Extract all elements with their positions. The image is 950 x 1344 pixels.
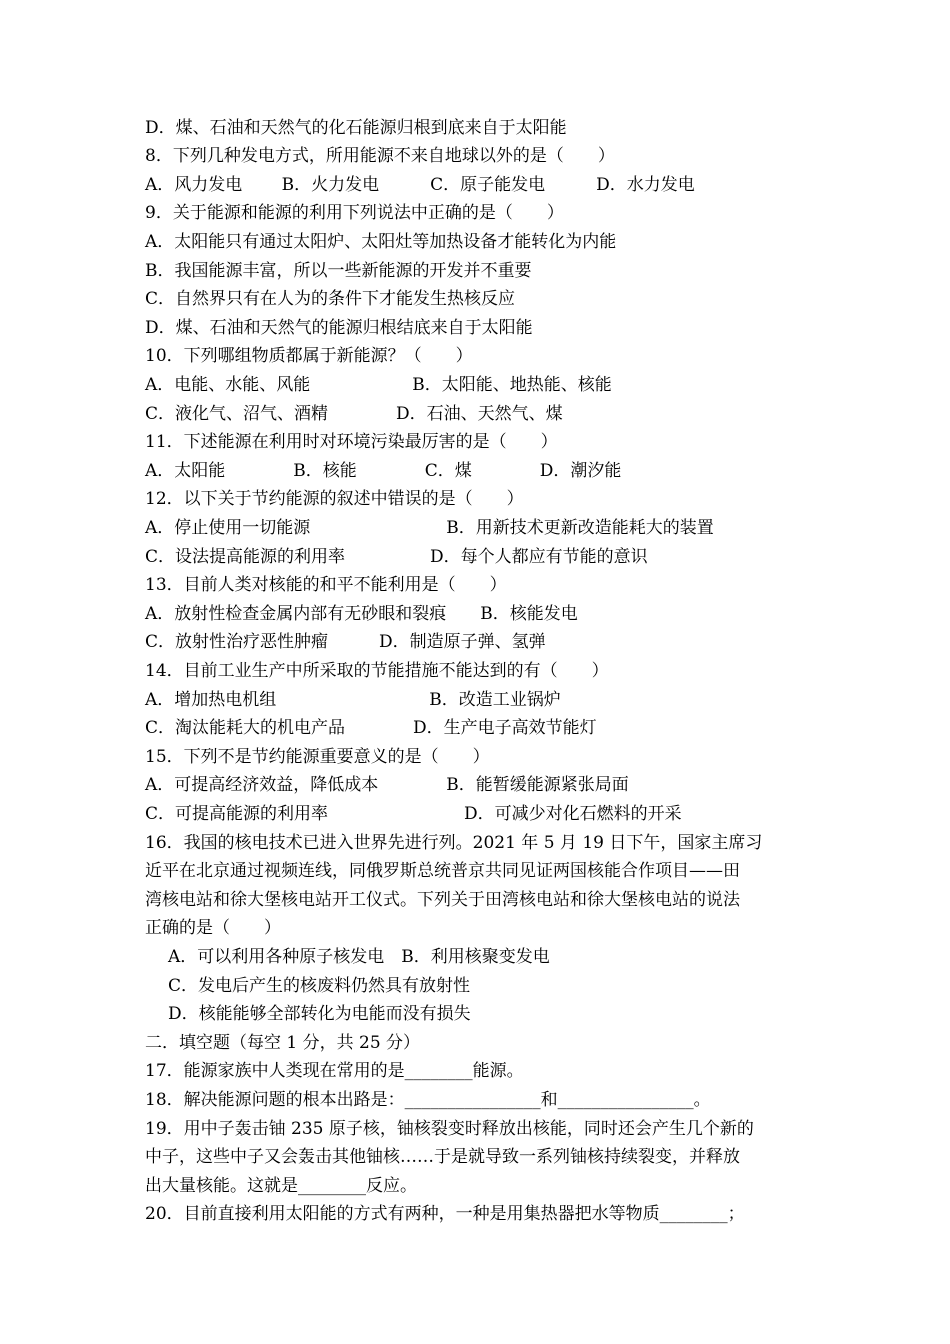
options-14ab: A．增加热电机组 B．改造工业锅炉	[145, 690, 561, 710]
question-11: 11．下述能源在利用时对环境污染最厉害的是（ ）	[145, 432, 558, 452]
question-19-line3: 出大量核能。这就是________反应。	[145, 1176, 417, 1196]
options-16ab: A．可以利用各种原子核发电 B．利用核聚变发电	[168, 947, 550, 967]
options-13cd: C．放射性治疗恶性肿瘤 D．制造原子弹、氢弹	[145, 632, 546, 652]
question-18: 18．解决能源问题的根本出路是：________________和________________。	[145, 1090, 711, 1110]
question-16-line2: 近平在北京通过视频连线，同俄罗斯总统普京共同见证两国核能合作项目——田	[145, 861, 740, 881]
options-10ab: A．电能、水能、风能 B．太阳能、地热能、核能	[145, 375, 612, 395]
option-9a: A．太阳能只有通过太阳炉、太阳灶等加热设备才能转化为内能	[145, 232, 617, 252]
options-13ab: A．放射性检查金属内部有无砂眼和裂痕 B．核能发电	[145, 604, 578, 624]
options-14cd: C．淘汰能耗大的机电产品 D．生产电子高效节能灯	[145, 718, 597, 738]
option-7d: D．煤、石油和天然气的化石能源归根到底来自于太阳能	[145, 118, 567, 138]
options-10cd: C．液化气、沼气、酒精 D．石油、天然气、煤	[145, 404, 563, 424]
question-10: 10．下列哪组物质都属于新能源？（ ）	[145, 346, 473, 366]
question-9: 9．关于能源和能源的利用下列说法中正确的是（ ）	[145, 203, 564, 223]
question-13: 13．目前人类对核能的和平不能利用是（ ）	[145, 575, 507, 595]
option-16c: C．发电后产生的核废料仍然具有放射性	[168, 976, 471, 996]
option-16d: D．核能能够全部转化为电能而没有损失	[168, 1004, 471, 1024]
option-9c: C．自然界只有在人为的条件下才能发生热核反应	[145, 289, 516, 309]
option-9b: B．我国能源丰富，所以一些新能源的开发并不重要	[145, 261, 532, 281]
section-fill-in-heading: 二．填空题（每空 1 分，共 25 分）	[145, 1033, 421, 1053]
question-20: 20．目前直接利用太阳能的方式有两种，一种是用集热器把水等物质________；	[145, 1204, 745, 1224]
question-14: 14．目前工业生产中所采取的节能措施不能达到的有（ ）	[145, 661, 609, 681]
options-12cd: C．设法提高能源的利用率 D．每个人都应有节能的意识	[145, 547, 648, 567]
question-16-line3: 湾核电站和徐大堡核电站开工仪式。下列关于田湾核电站和徐大堡核电站的说法	[145, 890, 740, 910]
options-12ab: A．停止使用一切能源 B．用新技术更新改造能耗大的装置	[145, 518, 714, 538]
question-15: 15．下列不是节约能源重要意义的是（ ）	[145, 747, 490, 767]
question-8: 8．下列几种发电方式，所用能源不来自地球以外的是（ ）	[145, 146, 615, 166]
question-19-line1: 19．用中子轰击铀 235 原子核，铀核裂变时释放出核能，同时还会产生几个新的	[145, 1119, 754, 1139]
question-19-line2: 中子，这些中子又会轰击其他铀核……于是就导致一系列铀核持续裂变，并释放	[145, 1147, 740, 1167]
question-17: 17．能源家族中人类现在常用的是________能源。	[145, 1061, 524, 1081]
options-15ab: A．可提高经济效益，降低成本 B．能暂缓能源紧张局面	[145, 775, 629, 795]
options-15cd: C．可提高能源的利用率 D．可减少对化石燃料的开采	[145, 804, 682, 824]
question-16-line1: 16．我国的核电技术已进入世界先进行列。2021 年 5 月 19 日下午，国家主席习	[145, 833, 763, 853]
option-9d: D．煤、石油和天然气的能源归根结底来自于太阳能	[145, 318, 533, 338]
question-12: 12．以下关于节约能源的叙述中错误的是（ ）	[145, 489, 524, 509]
question-16-line4: 正确的是（ ）	[145, 918, 281, 938]
options-8: A．风力发电 B．火力发电 C．原子能发电 D．水力发电	[145, 175, 695, 195]
options-11: A．太阳能 B．核能 C．煤 D．潮汐能	[145, 461, 622, 481]
